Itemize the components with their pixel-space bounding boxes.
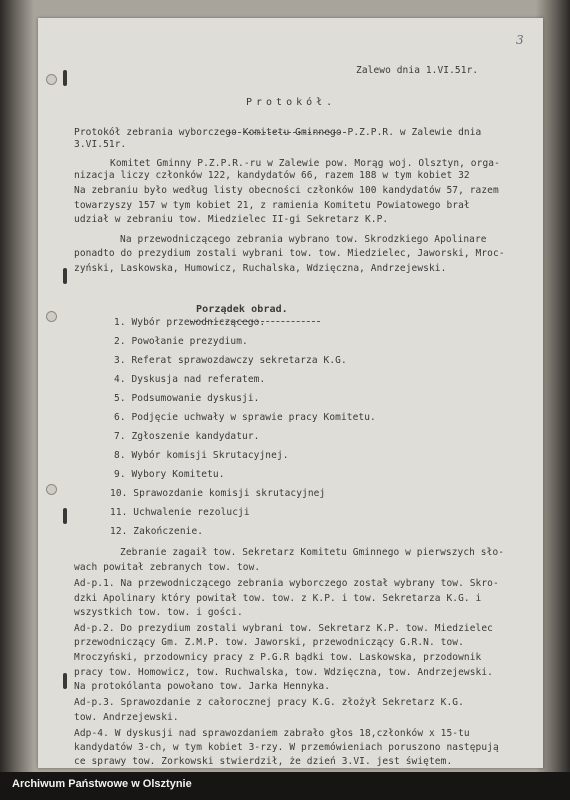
- body-line: ce sprawy tow. Zorkowski stwierdził, że dzień 3.VI. jest świętem.: [74, 756, 453, 767]
- paragraph-line: towarzyszy 157 w tym kobiet 21, z ramienia Komitetu Powiatowego brał: [74, 200, 470, 211]
- punch-hole: [46, 74, 57, 85]
- body-line: kandydatów 3-ch, w tym kobiet 3-rzy. W przemówieniach poruszono następują: [74, 742, 499, 753]
- body-line: Ad-p.2. Do prezydium zostali wybrani tow. Sekretarz K.P. tow. Miedzielec: [74, 623, 494, 634]
- paragraph-line: nizacja liczy członków 122, kandydatów 66, razem 188 w tym kobiet 32: [74, 170, 470, 181]
- agenda-item: 6. Podjęcie uchwały w sprawie pracy Komitetu.: [114, 412, 376, 423]
- punch-hole: [46, 311, 57, 322]
- intro-line: 3.VI.51r.: [74, 139, 127, 150]
- binding-clip: [63, 268, 67, 284]
- agenda-item: 11. Uchwalenie rezolucji: [110, 507, 250, 518]
- body-line: wach powitał zebranych tow. tow.: [74, 562, 261, 573]
- body-line: przewodniczący Gm. Z.M.P. tow. Jaworski, przewodniczący G.R.N. tow.: [74, 637, 464, 648]
- body-line: dzki Apolinary który powitał tow. tow. z K.P. i tow. Sekretarza K.G. i: [74, 593, 482, 604]
- body-line: pracy tow. Homowicz, tow. Ruchwalska, tow. Wdzięczna, tow. Andrzejewski.: [74, 667, 494, 678]
- agenda-item: 1. Wybór przewodniczącego.: [114, 317, 266, 328]
- body-line: Adp-4. W dyskusji nad sprawozdaniem zabrało głos 18,członków x 15-tu: [74, 728, 470, 739]
- agenda-item: 8. Wybór komisji Skrutacyjnej.: [114, 450, 289, 461]
- body-line: wszystkich tow. tow. i gości.: [74, 607, 243, 618]
- body-line: Zebranie zagaił tow. Sekretarz Komitetu Gminnego w pierwszych sło-: [120, 547, 505, 558]
- document-page: [38, 18, 543, 768]
- binding-clip: [63, 508, 67, 524]
- body-line: Ad-p.1. Na przewodniczącego zebrania wyborczego został wybrany tow. Skro-: [74, 578, 499, 589]
- agenda-item: 3. Referat sprawozdawczy sekretarza K.G.: [114, 355, 347, 366]
- agenda-item: 10. Sprawozdanie komisji skrutacyjnej: [110, 488, 326, 499]
- agenda-item: 7. Zgłoszenie kandydatur.: [114, 431, 260, 442]
- body-line: Na protokólanta powołano tow. Jarka Hennyka.: [74, 681, 331, 692]
- page-number: 3: [516, 33, 524, 47]
- punch-hole: [46, 484, 57, 495]
- body-line: tow. Andrzejewski.: [74, 712, 179, 723]
- paragraph-line: ponadto do prezydium zostali wybrani tow. tow. Miedzielec, Jaworski, Mroc-: [74, 248, 505, 259]
- agenda-item: 9. Wybory Komitetu.: [114, 469, 225, 480]
- paragraph-line: Na zebraniu było według listy obecności członków 100 kandydatów 57, razem: [74, 185, 499, 196]
- agenda-title: Porządek obrad.: [196, 304, 288, 315]
- archive-name: Archiwum Państwowe w Olsztynie: [12, 778, 192, 790]
- body-line: Ad-p.3. Sprawozdanie z całorocznej pracy K.G. złożył Sekretarz K.G.: [74, 697, 464, 708]
- paragraph-line: Komitet Gminny P.Z.P.R.-ru w Zalewie pow. Morąg woj. Olsztyn, orga-: [110, 158, 500, 169]
- agenda-item: 4. Dyskusja nad referatem.: [114, 374, 266, 385]
- intro-line: Protokół zebrania wyborczego Komitetu Gminnego P.Z.P.R. w Zalewie dnia: [74, 127, 482, 138]
- agenda-item: 5. Podsumowanie dyskusji.: [114, 393, 260, 404]
- place-date: Zalewo dnia 1.VI.51r.: [356, 65, 479, 76]
- body-line: Mroczyński, przodownicy pracy z P.G.R bądki tow. Laskowska, przodownik: [74, 652, 482, 663]
- binding-clip: [63, 673, 67, 689]
- paragraph-line: Na przewodniczącego zebrania wybrano tow. Skrodzkiego Apolinare: [120, 234, 487, 245]
- agenda-item: 2. Powołanie prezydium.: [114, 336, 248, 347]
- paragraph-line: zyński, Laskowska, Humowicz, Ruchalska, Wdzięczna, Andrzejewski.: [74, 263, 447, 274]
- archive-footer: [0, 772, 570, 800]
- binding-clip: [63, 70, 67, 86]
- paragraph-line: udział w zebraniu tow. Miedzielec II-gi Sekretarz K.P.: [74, 214, 389, 225]
- agenda-item: 12. Zakończenie.: [110, 526, 204, 537]
- document-title: Protokół.: [246, 97, 337, 108]
